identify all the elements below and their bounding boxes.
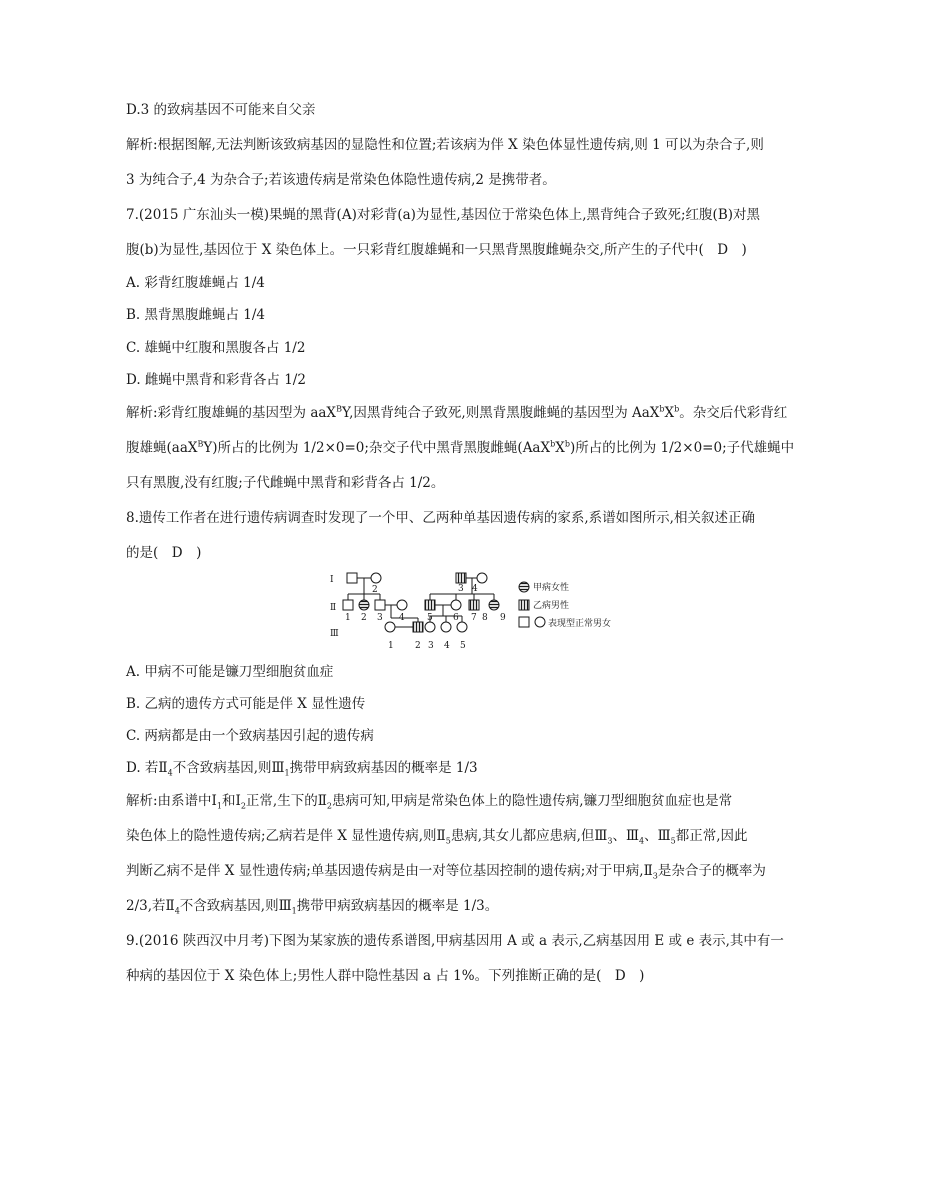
label-II1: 1	[345, 613, 351, 623]
q9-stem-line-1: 9.(2016 陕西汉中月考)下图为某家族的遗传系谱图,甲病基因用 A 或 a 表示,乙病基因用 E 或 e 表示,其中有一	[126, 933, 784, 949]
pedigree-I3-affected-male	[456, 573, 466, 583]
q7-option-a: A. 彩背红腹雄蝇占 1/4	[126, 275, 265, 291]
q7-option-d: D. 雌蝇中黑背和彩背各占 1/2	[126, 372, 306, 388]
pedigree-II1-male	[343, 600, 353, 610]
q6-explanation-line-2: 3 为纯合子,4 为杂合子;若该遗传病是常染色体隐性遗传病,2 是携带者。	[126, 172, 556, 188]
label-II9: 9	[500, 613, 506, 623]
q6-option-d: D.3 的致病基因不可能来自父亲	[126, 102, 316, 118]
label-I3: 3	[458, 584, 464, 594]
legend-affected-female-label: 甲病女性	[533, 583, 570, 593]
q8-stem-line-2: 的是( D )	[126, 545, 202, 561]
q7-option-c: C. 雄蝇中红腹和黑腹各占 1/2	[126, 340, 306, 356]
label-III2: 2	[415, 641, 421, 651]
label-II6: 6	[453, 613, 459, 623]
gen-label-3: Ⅲ	[330, 629, 339, 639]
label-I2: 2	[372, 585, 378, 595]
label-I4: 4	[472, 584, 478, 594]
legend-affected-male-icon	[519, 600, 529, 610]
label-III3: 3	[428, 641, 434, 651]
q8-option-c: C. 两病都是由一个致病基因引起的遗传病	[126, 728, 374, 744]
legend-affected-male-label: 乙病男性	[533, 601, 570, 611]
q7-option-b: B. 黑背黑腹雌蝇占 1/4	[126, 307, 266, 323]
label-III4: 4	[444, 641, 450, 651]
pedigree-II5-affected-male	[425, 600, 435, 610]
q7-explanation-line-1: 解析:彩背红腹雄蝇的基因型为 aaX$^B$Y,因黑背纯合子致死,则黑背黑腹雌蝇的基因型为 $AaX^bX^b$。杂交后代彩背红	[126, 404, 788, 421]
label-II3: 3	[377, 613, 383, 623]
label-III1: 1	[388, 641, 394, 651]
pedigree-II2-affected-female	[359, 600, 369, 610]
q8-option-a: A. 甲病不可能是镰刀型细胞贫血症	[126, 664, 334, 680]
q8-stem-line-1: 8.遗传工作者在进行遗传病调查时发现了一个甲、乙两种单基因遗传病的家系,系谱如图所示,相关叙述正确	[126, 510, 755, 526]
pedigree-III5-female	[457, 622, 467, 632]
q9-stem-line-2: 种病的基因位于 X 染色体上;男性人群中隐性基因 a 占 1%。下列推断正确的是( D )	[126, 968, 645, 984]
label-II7: 7	[471, 613, 477, 623]
pedigree-III3-female	[425, 622, 435, 632]
legend-normal-male-icon	[519, 617, 529, 627]
q8-explanation-line-3: 判断乙病不是伴 X 显性遗传病;单基因遗传病是由一对等位基因控制的遗传病;对于甲病$,Ⅱ_3$是杂合子的概率为	[126, 863, 766, 881]
label-II5: 5	[427, 613, 433, 623]
q8-explanation-line-1: 解析:由系谱中$Ⅰ_1$和$Ⅰ_2$正常,生下的$Ⅱ_2$患病可知,甲病是常染色体上的隐性遗传病,镰刀型细胞贫血症也是常	[126, 793, 733, 811]
label-III5: 5	[460, 641, 466, 651]
q8-explanation-line-4: 2/3,若$Ⅱ_4$不含致病基因,则$Ⅲ_1$携带甲病致病基因的概率是 1/3。	[126, 898, 499, 916]
q8-option-d: D. 若$Ⅱ_4$不含致病基因,则$Ⅲ_1$携带甲病致病基因的概率是 1/3	[126, 760, 478, 778]
gen-label-2: Ⅱ	[330, 603, 337, 613]
legend-affected-female-icon	[519, 582, 529, 592]
pedigree-II8-affected-female	[489, 600, 499, 610]
pedigree-II7-affected-male	[469, 600, 479, 610]
label-II4: 4	[399, 613, 405, 623]
q7-explanation-line-2: 腹雄蝇(aaX$^B$Y)所占的比例为 1/2×0=0;杂交子代中黑背黑腹雌蝇$(AaX^bX^b)$所占的比例为 1/2×0=0;子代雄蝇中	[126, 439, 795, 456]
pedigree-chart	[322, 570, 642, 652]
q8-explanation-line-2: 染色体上的隐性遗传病;乙病若是伴 X 显性遗传病,则$Ⅱ_5$患病,其女儿都应患病,但$Ⅲ_3$、$Ⅲ_4$、$Ⅲ_5$都正常,因此	[126, 828, 748, 846]
q7-stem-line-2: 腹(b)为显性,基因位于 X 染色体上。一只彩背红腹雄蝇和一只黑背黑腹雌蝇杂交,所产生的子代中( D )	[126, 242, 747, 258]
pedigree-III2-affected-male	[413, 622, 423, 632]
pedigree-I4-female	[477, 573, 487, 583]
label-II2: 2	[361, 613, 367, 623]
q7-stem-line-1: 7.(2015 广东汕头一模)果蝇的黑背(A)对彩背(a)为显性,基因位于常染色体上,黑背纯合子致死;红腹(B)对黑	[126, 207, 761, 223]
q7-explanation-line-3: 只有黑腹,没有红腹;子代雌蝇中黑背和彩背各占 1/2。	[126, 475, 445, 491]
pedigree-III1-female	[385, 622, 395, 632]
q6-explanation-line-1: 解析:根据图解,无法判断该致病基因的显隐性和位置;若该病为伴 X 染色体显性遗传病,则 1 可以为杂合子,则	[126, 137, 764, 153]
legend-normal-label: 表现型正常男女	[548, 619, 612, 629]
label-II8: 8	[482, 613, 488, 623]
q8-option-b: B. 乙病的遗传方式可能是伴 X 显性遗传	[126, 696, 366, 712]
pedigree-I2-female	[371, 573, 381, 583]
gen-label-1: Ⅰ	[330, 575, 334, 585]
pedigree-II6-female	[451, 600, 461, 610]
legend-normal-female-icon	[535, 617, 545, 627]
pedigree-II3-male	[375, 600, 385, 610]
pedigree-II4-female	[397, 600, 407, 610]
pedigree-III4-female	[441, 622, 451, 632]
pedigree-I1-male	[347, 573, 357, 583]
